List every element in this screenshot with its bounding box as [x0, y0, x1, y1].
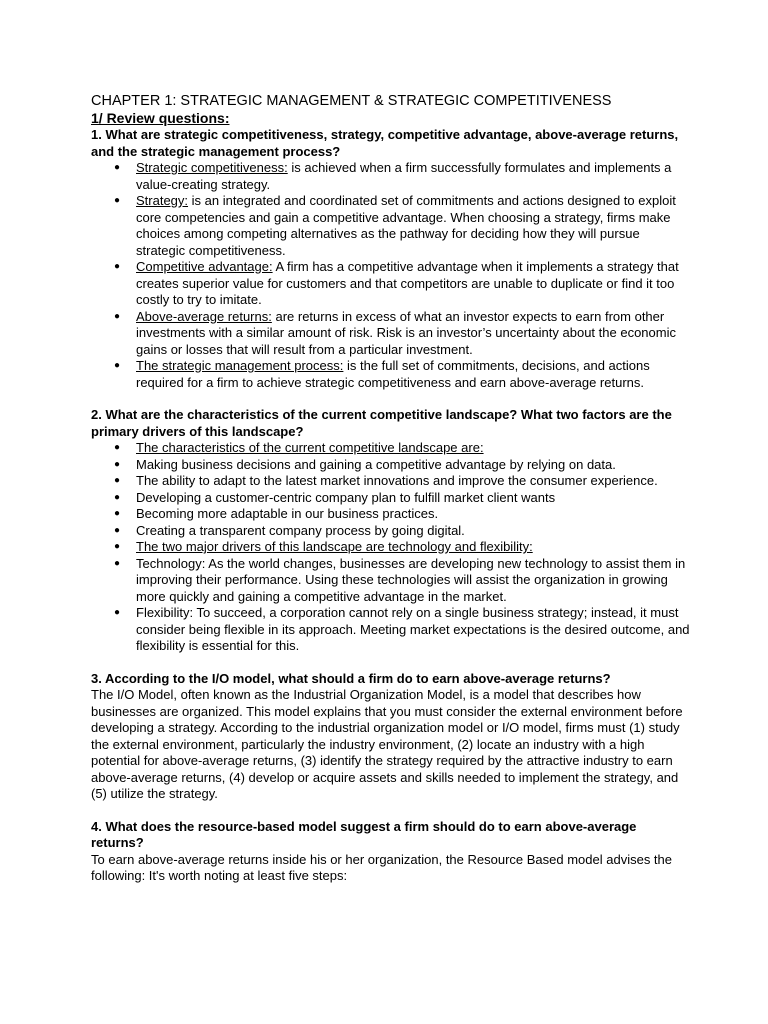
spacer: [91, 391, 691, 407]
question-2: 2. What are the characteristics of the current competitive landscape? What two factors are the primary drivers of this landscape?: [91, 407, 672, 439]
list-item: [91, 506, 691, 523]
term: Above-average returns:: [136, 308, 272, 324]
question-4-answer: To earn above-average returns inside his or her organization, the Resource Based model advises the following: It's worth noting at least five steps:: [91, 851, 673, 883]
definition: is the full set of commitments, decisions, and actions required for a firm to achieve strategic competitiveness and earn above-average returns.: [136, 358, 650, 390]
list-item: [91, 605, 691, 655]
definition: is an integrated and coordinated set of commitments and actions designed to exploit core competencies and gain a competitive advantage. When choosing a strategy, firms make choices among competing alternatives as the pathway for deciding how they will pursue strategic competitiveness.: [136, 193, 676, 258]
list-item: [91, 473, 691, 490]
bullet-icon: ●: [114, 607, 121, 618]
question-2-answer-list: [91, 440, 691, 655]
question-3: 3. According to the I/O model, what should a firm do to earn above-average returns?: [91, 670, 611, 686]
list-item: [91, 556, 691, 606]
question-4: 4. What does the resource-based model suggest a firm should do to earn above-average returns?: [91, 818, 637, 850]
review-heading: 1/ Review questions:: [91, 110, 230, 126]
question-3-answer: The I/O Model, often known as the Industrial Organization Model, is a model that describes how businesses are organized. This model explains that you must consider the external environment before developing a strategy. According to the industrial organization model or I/O model, firms must (1) study the external environment, particularly the industry environment, (2) locate an industry with a high potential for above-average returns, (3) identify the strategy required by the attractive industry to earn above-average returns, (4) develop or acquire assets and skills needed to implement the strategy, and (5) utilize the strategy.: [91, 687, 683, 801]
list-item-text: Technology: As the world changes, businesses are developing new technology to assist them in improving their performance. Using these technologies will assist the organization in growing more quickly and gaining a competitive advantage in the market.: [136, 555, 686, 604]
list-item-text: The two major drivers of this landscape are technology and flexibility:: [136, 539, 533, 554]
list-item: [91, 358, 691, 391]
bullet-icon: ●: [114, 458, 121, 470]
bullet-icon: ●: [114, 557, 121, 569]
bullet-icon: ●: [114, 310, 121, 322]
definition: are returns in excess of what an investor expects to earn from other investments with a similar amount of risk. Risk is an investor’s uncertainty about the economic gains or losses that will result from a particular investment.: [136, 308, 676, 357]
list-item-text: Flexibility: To succeed, a corporation cannot rely on a single business strategy; instead, it must consider being flexible in its approach. Meeting market expectations is the desired outcome, and flexibility is essential for this.: [136, 605, 690, 653]
list-item: [91, 539, 691, 556]
list-item-text: The characteristics of the current competitive landscape are:: [136, 440, 484, 455]
term: The strategic management process:: [136, 358, 344, 373]
bullet-icon: ●: [114, 360, 121, 371]
question-1: 1. What are strategic competitiveness, strategy, competitive advantage, above-average returns, and the strategic management process?: [91, 127, 679, 159]
list-item: [91, 490, 691, 507]
bullet-icon: ●: [114, 195, 121, 206]
bullet-icon: ●: [114, 442, 121, 453]
term: Strategic competitiveness:: [136, 160, 288, 175]
bullet-icon: ●: [114, 508, 121, 519]
spacer: [91, 803, 691, 819]
document-page: [91, 92, 691, 885]
list-item-text: Becoming more adaptable in our business practices.: [136, 506, 439, 521]
list-item-text: Making business decisions and gaining a competitive advantage by relying on data.: [136, 456, 616, 472]
list-item-text: Developing a customer-centric company plan to fulfill market client wants: [136, 489, 556, 505]
list-item: [91, 309, 691, 359]
question-1-answer-list: [91, 160, 691, 391]
bullet-icon: ●: [114, 261, 121, 272]
list-item: [91, 259, 691, 309]
list-item: [91, 523, 691, 540]
term: Competitive advantage:: [136, 259, 273, 274]
definition: is achieved when a firm successfully formulates and implements a value-creating strategy.: [136, 160, 672, 192]
bullet-icon: ●: [114, 524, 121, 536]
list-item: [91, 440, 691, 457]
term: Strategy:: [136, 193, 189, 208]
spacer: [91, 655, 691, 671]
bullet-icon: ●: [114, 162, 121, 173]
list-item-text: Creating a transparent company process by going digital.: [136, 522, 465, 538]
list-item: [91, 457, 691, 474]
list-item: [91, 160, 691, 193]
list-item: [91, 193, 691, 259]
bullet-icon: ●: [114, 491, 121, 503]
chapter-title: CHAPTER 1: STRATEGIC MANAGEMENT & STRATEGIC COMPETITIVENESS: [91, 93, 612, 109]
bullet-icon: ●: [114, 475, 121, 486]
list-item-text: The ability to adapt to the latest market innovations and improve the consumer experience.: [136, 473, 658, 488]
definition: A firm has a competitive advantage when it implements a strategy that creates superior value for customers and that competitors are unable to duplicate or find it too costly to try to imitate.: [136, 259, 679, 307]
bullet-icon: ●: [114, 541, 121, 552]
